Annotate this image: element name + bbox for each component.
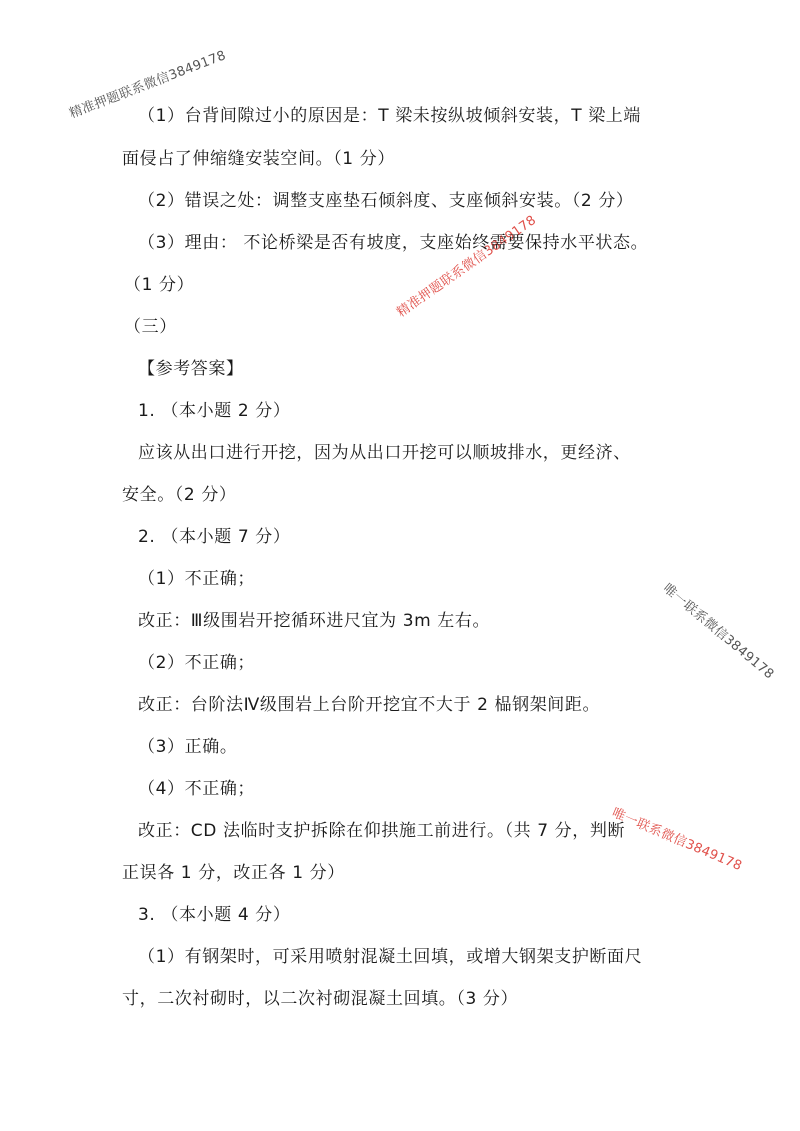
- text-line: 面侵占了伸缩缝安装空间。（1 分）: [122, 149, 395, 169]
- text-line: （4）不正确；: [138, 779, 256, 799]
- watermark-right: 唯一联系微信3849178: [659, 581, 777, 683]
- question-number: 2. （本小题 7 分）: [138, 527, 291, 547]
- text-line: 应该从出口进行开挖，因为从出口开挖可以顺坡排水，更经济、: [138, 443, 631, 463]
- text-line: （3）理由： 不论桥梁是否有坡度，支座始终需要保持水平状态。: [138, 233, 649, 253]
- text-line: 改正：台阶法Ⅳ级围岩上台阶开挖宜不大于 2 榀钢架间距。: [138, 695, 601, 715]
- text-line: （1）台背间隙过小的原因是：T 梁未按纵坡倾斜安装，T 梁上端: [138, 106, 641, 126]
- answer-heading: 【参考答案】: [138, 359, 244, 379]
- text-line: 安全。（2 分）: [122, 485, 237, 505]
- text-line: （3）正确。: [138, 737, 238, 757]
- question-number: 3. （本小题 4 分）: [138, 905, 291, 925]
- text-line: 改正：CD 法临时支护拆除在仰拱施工前进行。（共 7 分，判断: [138, 821, 626, 841]
- section-heading: （三）: [124, 317, 177, 337]
- text-line: （1）有钢架时，可采用喷射混凝土回填，或增大钢架支护断面尺: [138, 947, 643, 967]
- question-number: 1. （本小题 2 分）: [138, 401, 291, 421]
- text-line: （2）错误之处：调整支座垫石倾斜度、支座倾斜安装。（2 分）: [138, 191, 634, 211]
- watermark-center: 精准押题联系微信3849178: [394, 212, 540, 321]
- text-line: 寸，二次衬砌时，以二次衬砌混凝土回填。（3 分）: [122, 989, 519, 1009]
- watermark-right-lower: 唯一联系微信3849178: [609, 805, 745, 875]
- text-line: 正误各 1 分，改正各 1 分）: [122, 863, 345, 883]
- text-line: （1 分）: [124, 275, 195, 295]
- text-line: （2）不正确；: [138, 653, 256, 673]
- text-line: 改正：Ⅲ级围岩开挖循环进尺宜为 3m 左右。: [138, 611, 491, 631]
- text-line: （1）不正确；: [138, 569, 256, 589]
- watermark-top-left: 精准押题联系微信3849178: [67, 48, 229, 122]
